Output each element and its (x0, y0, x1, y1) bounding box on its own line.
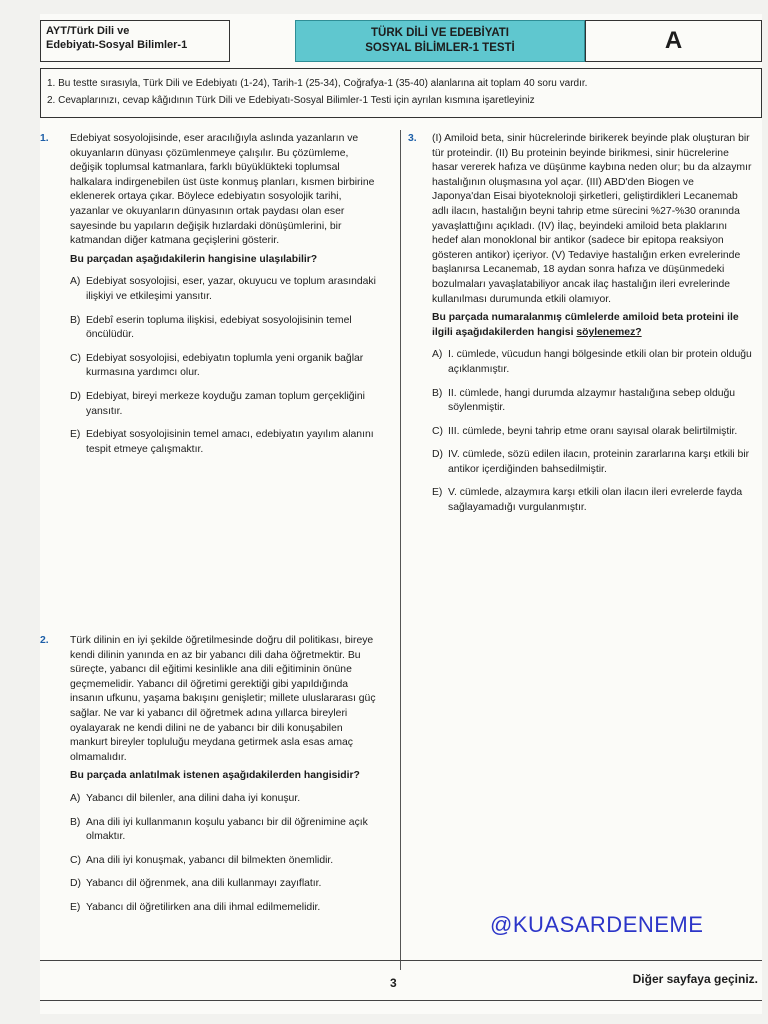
exam-section-box (40, 20, 230, 62)
option-b[interactable]: B) Edebî eserin topluma ilişkisi, edebiyat sosyolojisinin temel öncülüdür. (70, 314, 352, 341)
question-prompt: Bu parçada anlatılmak istenen aşağıdakilerden hangisidir? (70, 770, 360, 782)
question-prompt: Bu parçadan aşağıdakilerin hangisine ulaşılabilir? (70, 253, 318, 265)
option-a[interactable]: A) Yabancı dil bilenler, ana dilini daha iyi konuşur. (70, 792, 301, 804)
exam-section-line1: AYT/Türk Dili ve (46, 25, 130, 37)
option-a[interactable]: A) Edebiyat sosyolojisi, eser, yazar, okuyucu ve toplum arasındaki ilişkiyi ve etkileşimi yansıtır. (70, 276, 376, 302)
question-3 (408, 132, 752, 525)
booklet-type: A (585, 20, 762, 62)
option-d[interactable]: D) IV. cümlede, sözü edilen ilacın, proteinin zararlarına karşı etkili bir antikor içerdiğinden bahsedilmiştir. (432, 449, 750, 475)
question-number: 1. (40, 133, 49, 144)
option-e[interactable]: E) Yabancı dil öğretilirken ana dili ihmal edilmemelidir. (70, 901, 321, 913)
option-b[interactable]: B) II. cümlede, hangi durumda alzaymır hastalığına sebep olduğu söylenmiştir. (432, 387, 736, 414)
test-title-line2: SOSYAL BİLİMLER-1 TESTİ (365, 42, 515, 54)
column-divider (400, 130, 401, 970)
question-passage: Edebiyat sosyolojisinde, eser aracılığıyla aslında yazanların ve okuyanların dünyası çözümlenmeye çalışılır. Bu çözümleme, değişik toplumsal katmanlara, farklı büyüklükteki toplumsal halkalara indirgenebilen üst üste konmuş planları, kısmen birbirine eklenerek ortaya çıkar. Böylece edebiyatın sosyolojik tarihi, yazanlar ve okuyanların dünyasının ortak paydası olan eser sayesinde bu yapıların değişik hızlardaki dönüşümlerini, bir katmandan diğer katmana geçişlerini gösterir. (70, 133, 375, 247)
test-title-box (295, 20, 585, 62)
page-header (40, 16, 762, 64)
footer-rule-bottom (40, 1000, 762, 1001)
option-d[interactable]: D) Edebiyat, bireyi merkeze koyduğu zaman toplum gerçekliğini yansıtır. (70, 390, 365, 417)
instruction-2: 2. Cevaplarınızı, cevap kâğıdının Türk Dili ve Edebiyatı-Sosyal Bilimler-1 Testi için ayrılan kısmına işaretleyiniz (47, 95, 535, 106)
instruction-1: 1. Bu testte sırasıyla, Türk Dili ve Edebiyatı (1-24), Tarih-1 (25-34), Coğrafya-1 (35-40) alanlarına ait toplam 40 soru vardır. (47, 78, 588, 89)
option-b[interactable]: B) Ana dili iyi kullanmanın koşulu yabancı bir dil öğrenimine açık olmaktır. (70, 816, 368, 843)
exam-section-line2: Edebiyatı-Sosyal Bilimler-1 (46, 39, 188, 51)
option-c[interactable]: C) Edebiyat sosyolojisi, edebiyatın toplumla yeni organik bağlar kurmasına yardımcı olur. (70, 352, 364, 379)
question-passage: Türk dilinin en iyi şekilde öğretilmesinde doğru dil politikası, bireye kendi dilinin yanında en az bir yabancı dili daha öğretmektir. Bu süreçte, yabancı dil eğitimi kesinlikle ana dili eğitiminin önüne geçmemelidir. Yabancı dil öğretimi gerektiği gibi yapıldığında insanın ufkunu, yaşama bakışını genişletir; millete uluslararası güç sağlar. Ne var ki yabancı dil öğretmek adına yıllarca bireyleri oyalayarak ne kendi dilini ne de yabancı bir dili konuşabilen mankurt bireyler topluluğu meydana getirmek asla esas amaç olmamalıdır. (70, 635, 376, 763)
question-number: 2. (40, 635, 49, 646)
instructions-box (40, 68, 762, 118)
option-d[interactable]: D) Yabancı dil öğrenmek, ana dili kullanmayı zayıflatır. (70, 878, 322, 890)
option-c[interactable]: C) III. cümlede, beyni tahrip etme oranı sayısal olarak belirtilmiştir. (432, 425, 738, 437)
option-a[interactable]: A) I. cümlede, vücudun hangi bölgesinde etkili olan bir protein olduğu açıklanmıştır. (432, 349, 752, 375)
page-number: 3 (390, 976, 397, 990)
negative-keyword: söylenemez? (576, 326, 642, 338)
question-passage: (I) Amiloid beta, sinir hücrelerinde birikerek beyinde plak oluşturan bir tür proteindir. (II) Bu proteinin beyinde birikmesi, sinir hücrelerine hasar vererek hafıza ve düşünme kaybına neden olur; bu da alzaymır hastalığının oluşmasına yol açar. (III) ABD'den Biogen ve Japonya'dan Eisai biyoteknoloji şirketleri, geliştirdikleri Lecanemab adlı ilacın, hastalığın beyni tahrip etme sürecini %27-%30 oranında yavaşlattığını açıkladı. (IV) İlaç, beyindeki amiloid beta plaklarını hedef alan monoklonal bir antikor (sadece bir epitopa reaksiyon gösteren antikor) içeriyor. (V) Tedaviye hastalığın erken evrelerinde başlanırsa Lecanemab, 18 aydan sonra hafıza ve düşünmedeki bozulmaları yavaşlatabiliyor ancak ilaç hastalığın ileri evrelerinde kullanılması durumunda etkili olamıyor. (432, 133, 752, 305)
question-prompt: Bu parçada numaralanmış cümlelerde amiloid beta proteini ile ilgili aşağıdakilerden hangisi söylenemez? (432, 312, 739, 338)
option-c[interactable]: C) Ana dili iyi konuşmak, yabancı dil bilmekten önemlidir. (70, 854, 334, 866)
question-1 (40, 132, 382, 466)
watermark-handle: @KUASARDENEME (490, 912, 704, 937)
footer-rule (40, 960, 762, 961)
next-page-note: Diğer sayfaya geçiniz. (632, 972, 758, 986)
question-2 (40, 634, 382, 925)
exam-page (40, 14, 762, 1014)
question-number: 3. (408, 133, 417, 144)
option-e[interactable]: E) Edebiyat sosyolojisinin temel amacı, edebiyatın yayılım alanını tespit etmeye çalışmaktır. (70, 429, 374, 455)
test-title-line1: TÜRK DİLİ VE EDEBİYATI (370, 27, 510, 39)
option-e[interactable]: E) V. cümlede, alzaymıra karşı etkili olan ilacın ileri evrelerde fayda sağlayamadığı vurgulanmıştır. (432, 487, 743, 514)
